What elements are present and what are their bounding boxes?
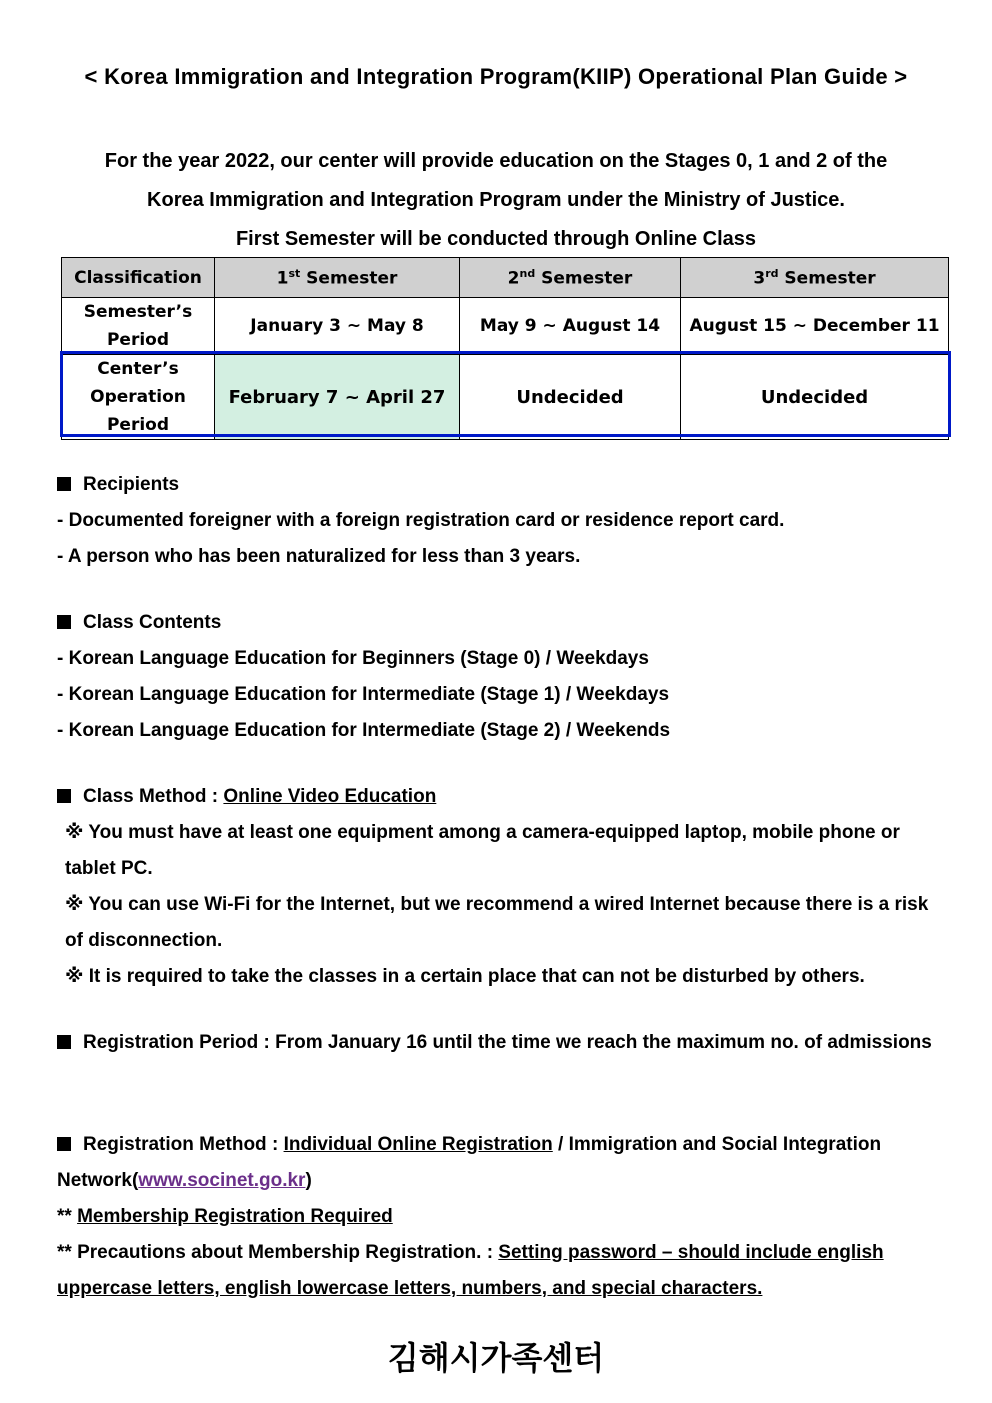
class-contents-section — [57, 605, 937, 749]
class-method-note-1: ※ You must have at least one equipment among a camera-equipped laptop, mobile phone or tablet PC. — [65, 822, 900, 879]
class-method-heading: Class Method : Online Video Education — [57, 779, 937, 815]
cell-semester-2-period: May 9 ~ August 14 — [460, 298, 681, 355]
semester-table — [61, 257, 949, 440]
cell-semester-3-operation: Undecided — [681, 355, 949, 440]
page-title: < Korea Immigration and Integration Program(KIIP) Operational Plan Guide > — [84, 64, 908, 89]
header-semester-1: 1st Semester — [215, 258, 460, 298]
recipients-section — [57, 467, 937, 575]
registration-method-text: Registration Method : Individual Online Registration / Immigration and Social Integration Network(www.socinet.go.kr) — [57, 1134, 882, 1191]
bullet-square-icon — [57, 1137, 71, 1151]
recipients-heading: Recipients — [57, 467, 937, 503]
table-row-operation-period — [62, 355, 949, 440]
membership-note: ** Membership Registration Required — [57, 1206, 393, 1227]
bullet-square-icon — [57, 477, 71, 491]
recipients-item-1: - Documented foreigner with a foreign registration card or residence report card. — [57, 510, 785, 531]
row-label-operation-period: Center’s Operation Period — [62, 355, 215, 440]
intro-paragraph — [0, 142, 992, 259]
bullet-square-icon — [57, 789, 71, 803]
class-contents-heading: Class Contents — [57, 605, 937, 641]
cell-semester-2-operation: Undecided — [460, 355, 681, 440]
cell-semester-3-period: August 15 ~ December 11 — [681, 298, 949, 355]
center-name-footer: 김해시가족센터 — [387, 1339, 605, 1377]
cell-semester-1-operation: February 7 ~ April 27 — [215, 355, 460, 440]
class-method-note-3: ※ It is required to take the classes in a certain place that can not be disturbed by others. — [65, 966, 865, 987]
registration-period-section — [57, 1025, 937, 1061]
cell-semester-1-period: January 3 ~ May 8 — [215, 298, 460, 355]
class-method-note-2: ※ You can use Wi-Fi for the Internet, but we recommend a wired Internet because there is a risk of disconnection. — [65, 894, 929, 951]
class-contents-item-2: - Korean Language Education for Intermediate (Stage 1) / Weekdays — [57, 684, 670, 705]
bullet-square-icon — [57, 615, 71, 629]
registration-period-text: Registration Period : From January 16 until the time we reach the maximum no. of admissions — [57, 1025, 937, 1061]
header-classification: Classification — [62, 258, 215, 298]
header-semester-3: 3rd Semester — [681, 258, 949, 298]
registration-method-section — [57, 1127, 937, 1307]
class-contents-item-3: - Korean Language Education for Intermediate (Stage 2) / Weekends — [57, 720, 671, 741]
intro-line-1: For the year 2022, our center will provide education on the Stages 0, 1 and 2 of the — [104, 150, 888, 172]
class-contents-item-1: - Korean Language Education for Beginners (Stage 0) / Weekdays — [57, 648, 649, 669]
class-method-section — [57, 779, 937, 995]
class-method-value: Online Video Education — [223, 786, 437, 807]
row-label-semester-period: Semester’s Period — [62, 298, 215, 355]
intro-line-2: Korea Immigration and Integration Program under the Ministry of Justice. — [147, 189, 845, 211]
table-row-semester-period — [62, 298, 949, 355]
intro-line-3: First Semester will be conducted through Online Class — [235, 228, 757, 250]
recipients-item-2: - A person who has been naturalized for less than 3 years. — [57, 546, 581, 567]
registration-method-value: Individual Online Registration — [283, 1134, 553, 1155]
password-precaution-note: ** Precautions about Membership Registration. : Setting password – should include english uppercase letters, english lowercase letters, numbers, and special characters. — [57, 1242, 884, 1299]
bullet-square-icon — [57, 1035, 71, 1049]
header-semester-2: 2nd Semester — [460, 258, 681, 298]
table-header-row — [62, 258, 949, 298]
socinet-link[interactable]: www.socinet.go.kr — [138, 1170, 306, 1191]
